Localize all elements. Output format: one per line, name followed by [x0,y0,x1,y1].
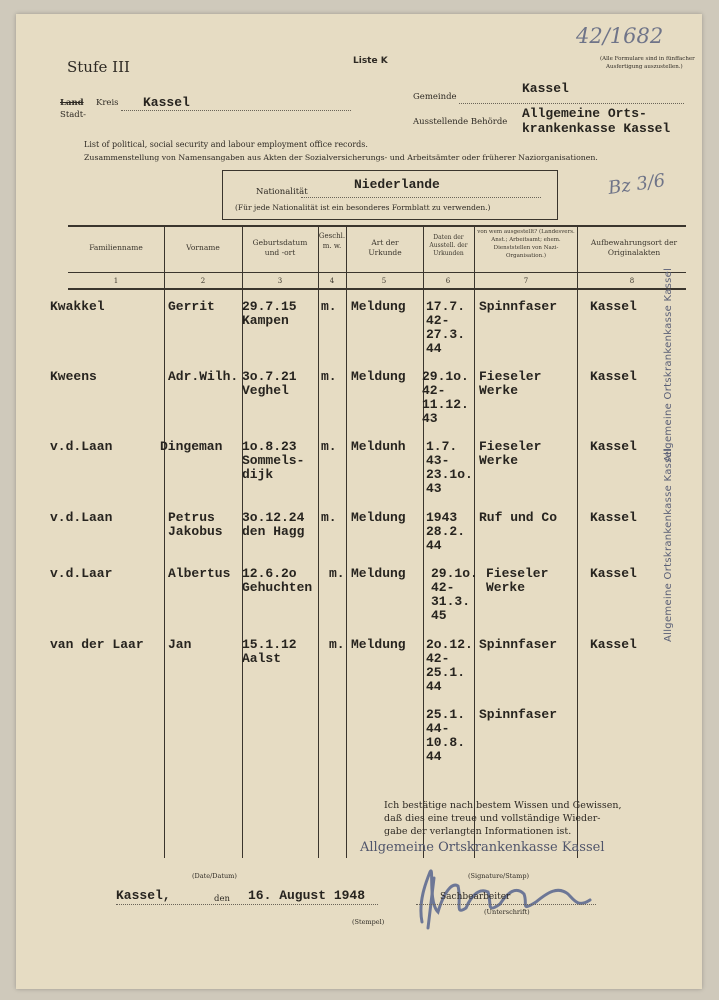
cell-familienname: v.d.Laar [50,566,113,581]
cell-vorname: Adr.Wilh. [168,369,239,384]
col-divider-5 [423,225,424,858]
declaration-line-1: Ich bestätige nach bestem Wissen und Gewissen, [384,800,622,811]
side-stamp-lower: Allgemeine Ortskrankenkasse Kassel [663,447,674,642]
cell-daten: 1.7. 43- 23.1o. 43 [426,439,473,496]
kreis-label: Kreis [96,98,119,108]
cell-geschlecht: m. [321,369,337,384]
behoerde-value-1: Allgemeine Orts- [522,106,647,121]
behoerde-label: Ausstellende Behörde [413,117,508,127]
colnum-4: 4 [329,277,335,285]
col-divider-3 [318,225,319,858]
gemeinde-value: Kassel [522,81,569,96]
declaration-line-3: gabe der verlangten Informationen ist. [384,826,572,837]
declaration-line-2: daß dies eine treue und vollständige Wieder- [384,813,601,824]
cell-geburt: 1o.8.23 Sommels- dijk [242,439,305,482]
cell-vorname: Dingeman [160,439,223,454]
stadt-label: Stadt- [60,110,87,120]
col-divider-6 [474,225,475,858]
stempel-label: (Stempel) [352,918,385,926]
nationality-label: Nationalität [256,187,308,197]
cell-daten: 29.1o. 42- 31.3. 45 [431,566,478,623]
cell-daten: 29.1o. 42- 11.12. 43 [422,369,469,426]
gemeinde-dotted-line [459,103,684,104]
cell-ort: Kassel [590,299,637,314]
english-note: List of political, social security and labour employment office records. [84,140,368,149]
cell-von-wem: Spinnfaser [479,707,558,722]
organization-stamp: Allgemeine Ortskrankenkasse Kassel [360,840,605,855]
cell-vorname: Albertus [168,566,231,581]
behoerde-value-2: krankenkasse Kassel [522,121,671,136]
cell-ort: Kassel [590,510,637,525]
cell-art: Meldunh [351,439,406,454]
handwritten-archive-number: 42/1682 [576,24,664,48]
header-geburtsdatum: Geburtsdatum und -ort [252,238,308,257]
den-label: den [214,894,230,904]
table-colnum-bottom [68,288,686,290]
cell-geschlecht: m. [321,439,337,454]
cell-familienname: van der Laar [50,637,144,652]
cell-art: Meldung [351,299,406,314]
gemeinde-label: Gemeinde [413,92,457,102]
cell-daten: 1943 28.2. 44 [426,510,466,553]
header-geschlecht: Geschl. m. w. [318,232,346,250]
kreis-value: Kassel [143,95,190,110]
cell-vorname: Jan [168,637,192,652]
cell-von-wem: Fieseler Werke [486,566,549,595]
cell-daten: 2o.12. 42- 25.1. 44 [426,637,473,694]
colnum-2: 2 [200,277,206,285]
nationality-box [222,170,558,220]
cell-von-wem: Fieseler Werke [479,369,542,398]
colnum-6: 6 [445,277,451,285]
formular-note-1: (Alle Formulare sind in fünffacher [600,56,695,62]
cell-familienname: v.d.Laan [50,439,113,454]
nationality-value: Niederlande [354,177,440,192]
table-top-border [68,225,686,227]
german-note: Zusammenstellung von Namensangaben aus Akten der Sozialversicherungs- und Arbeitsämter oder früherer Naziorganisationen. [84,153,598,162]
header-vorname: Vorname [186,243,220,252]
cell-art: Meldung [351,637,406,652]
cell-ort: Kassel [590,369,637,384]
cell-geburt: 12.6.2o Gehuchten [242,566,313,595]
header-aufbewahrungsort: Aufbewahrungsort der Originalakten [590,238,678,257]
cell-geschlecht: m. [321,510,337,525]
colnum-1: 1 [113,277,119,285]
cell-familienname: Kweens [50,369,97,384]
cell-daten: 25.1. 44- 10.8. 44 [426,707,466,764]
cell-art: Meldung [351,566,406,581]
col-divider-7 [577,225,578,858]
cell-geschlecht: m. [329,637,345,652]
date-value: 16. August 1948 [248,888,366,903]
document-sheet [16,14,702,989]
col-divider-1 [164,225,165,858]
cell-vorname: Gerrit [168,299,215,314]
date-label: (Date/Datum) [192,872,237,880]
cell-geburt: 15.1.12 Aalst [242,637,297,666]
header-daten: Daten der Ausstell. der Urkunden [429,234,468,257]
header-familienname: Familienname [89,243,143,252]
cell-von-wem: Fieseler Werke [479,439,542,468]
sachbearbeiter-label: Sachbearbeiter [440,892,511,902]
cell-geschlecht: m. [329,566,345,581]
signature-label: (Signature/Stamp) [468,872,530,880]
stufe-label: Stufe III [67,58,130,76]
header-von-wem: von wem ausgestellt? (Landesvers. Anst.; Arbeitsamt; ehem. Dienststellen von Nazi-Organisation.) [477,229,575,259]
col-divider-4 [346,225,347,858]
cell-von-wem: Spinnfaser [479,299,558,314]
place-value: Kassel, [116,888,171,903]
cell-ort: Kassel [590,439,637,454]
colnum-3: 3 [277,277,283,285]
colnum-5: 5 [381,277,387,285]
handwritten-signature [408,842,608,930]
cell-geburt: 29.7.15 Kampen [242,299,297,328]
cell-ort: Kassel [590,566,637,581]
cell-von-wem: Spinnfaser [479,637,558,652]
cell-familienname: Kwakkel [50,299,105,314]
cell-vorname: Petrus Jakobus [168,510,223,539]
cell-geschlecht: m. [321,299,337,314]
cell-ort: Kassel [590,637,637,652]
nationality-note: (Für jede Nationalität ist ein besonderes Formblatt zu verwenden.) [235,203,491,212]
cell-von-wem: Ruf und Co [479,510,558,525]
cell-geburt: 3o.12.24 den Hagg [242,510,305,539]
date-dotted-line [116,904,378,905]
signature-dotted-line [416,904,596,905]
nationality-dotted-line [301,197,541,198]
colnum-8: 8 [629,277,635,285]
cell-art: Meldung [351,369,406,384]
handwritten-initials: Bz 3/6 [606,170,667,199]
side-stamp-upper: Allgemeine Ortskrankenkasse Kassel [663,267,674,462]
liste-label: Liste K [353,56,388,66]
land-label-struck: Land [60,98,84,108]
cell-daten: 17.7. 42- 27.3. 44 [426,299,466,356]
colnum-7: 7 [523,277,529,285]
table-header-bottom [68,272,686,273]
cell-geburt: 3o.7.21 Veghel [242,369,297,398]
header-art-der-urkunde: Art der Urkunde [368,238,402,257]
formular-note-2: Ausfertigung auszustellen.) [606,64,683,70]
cell-familienname: v.d.Laan [50,510,113,525]
kreis-dotted-line [121,110,351,111]
unterschrift-label: (Unterschrift) [484,908,530,916]
cell-art: Meldung [351,510,406,525]
